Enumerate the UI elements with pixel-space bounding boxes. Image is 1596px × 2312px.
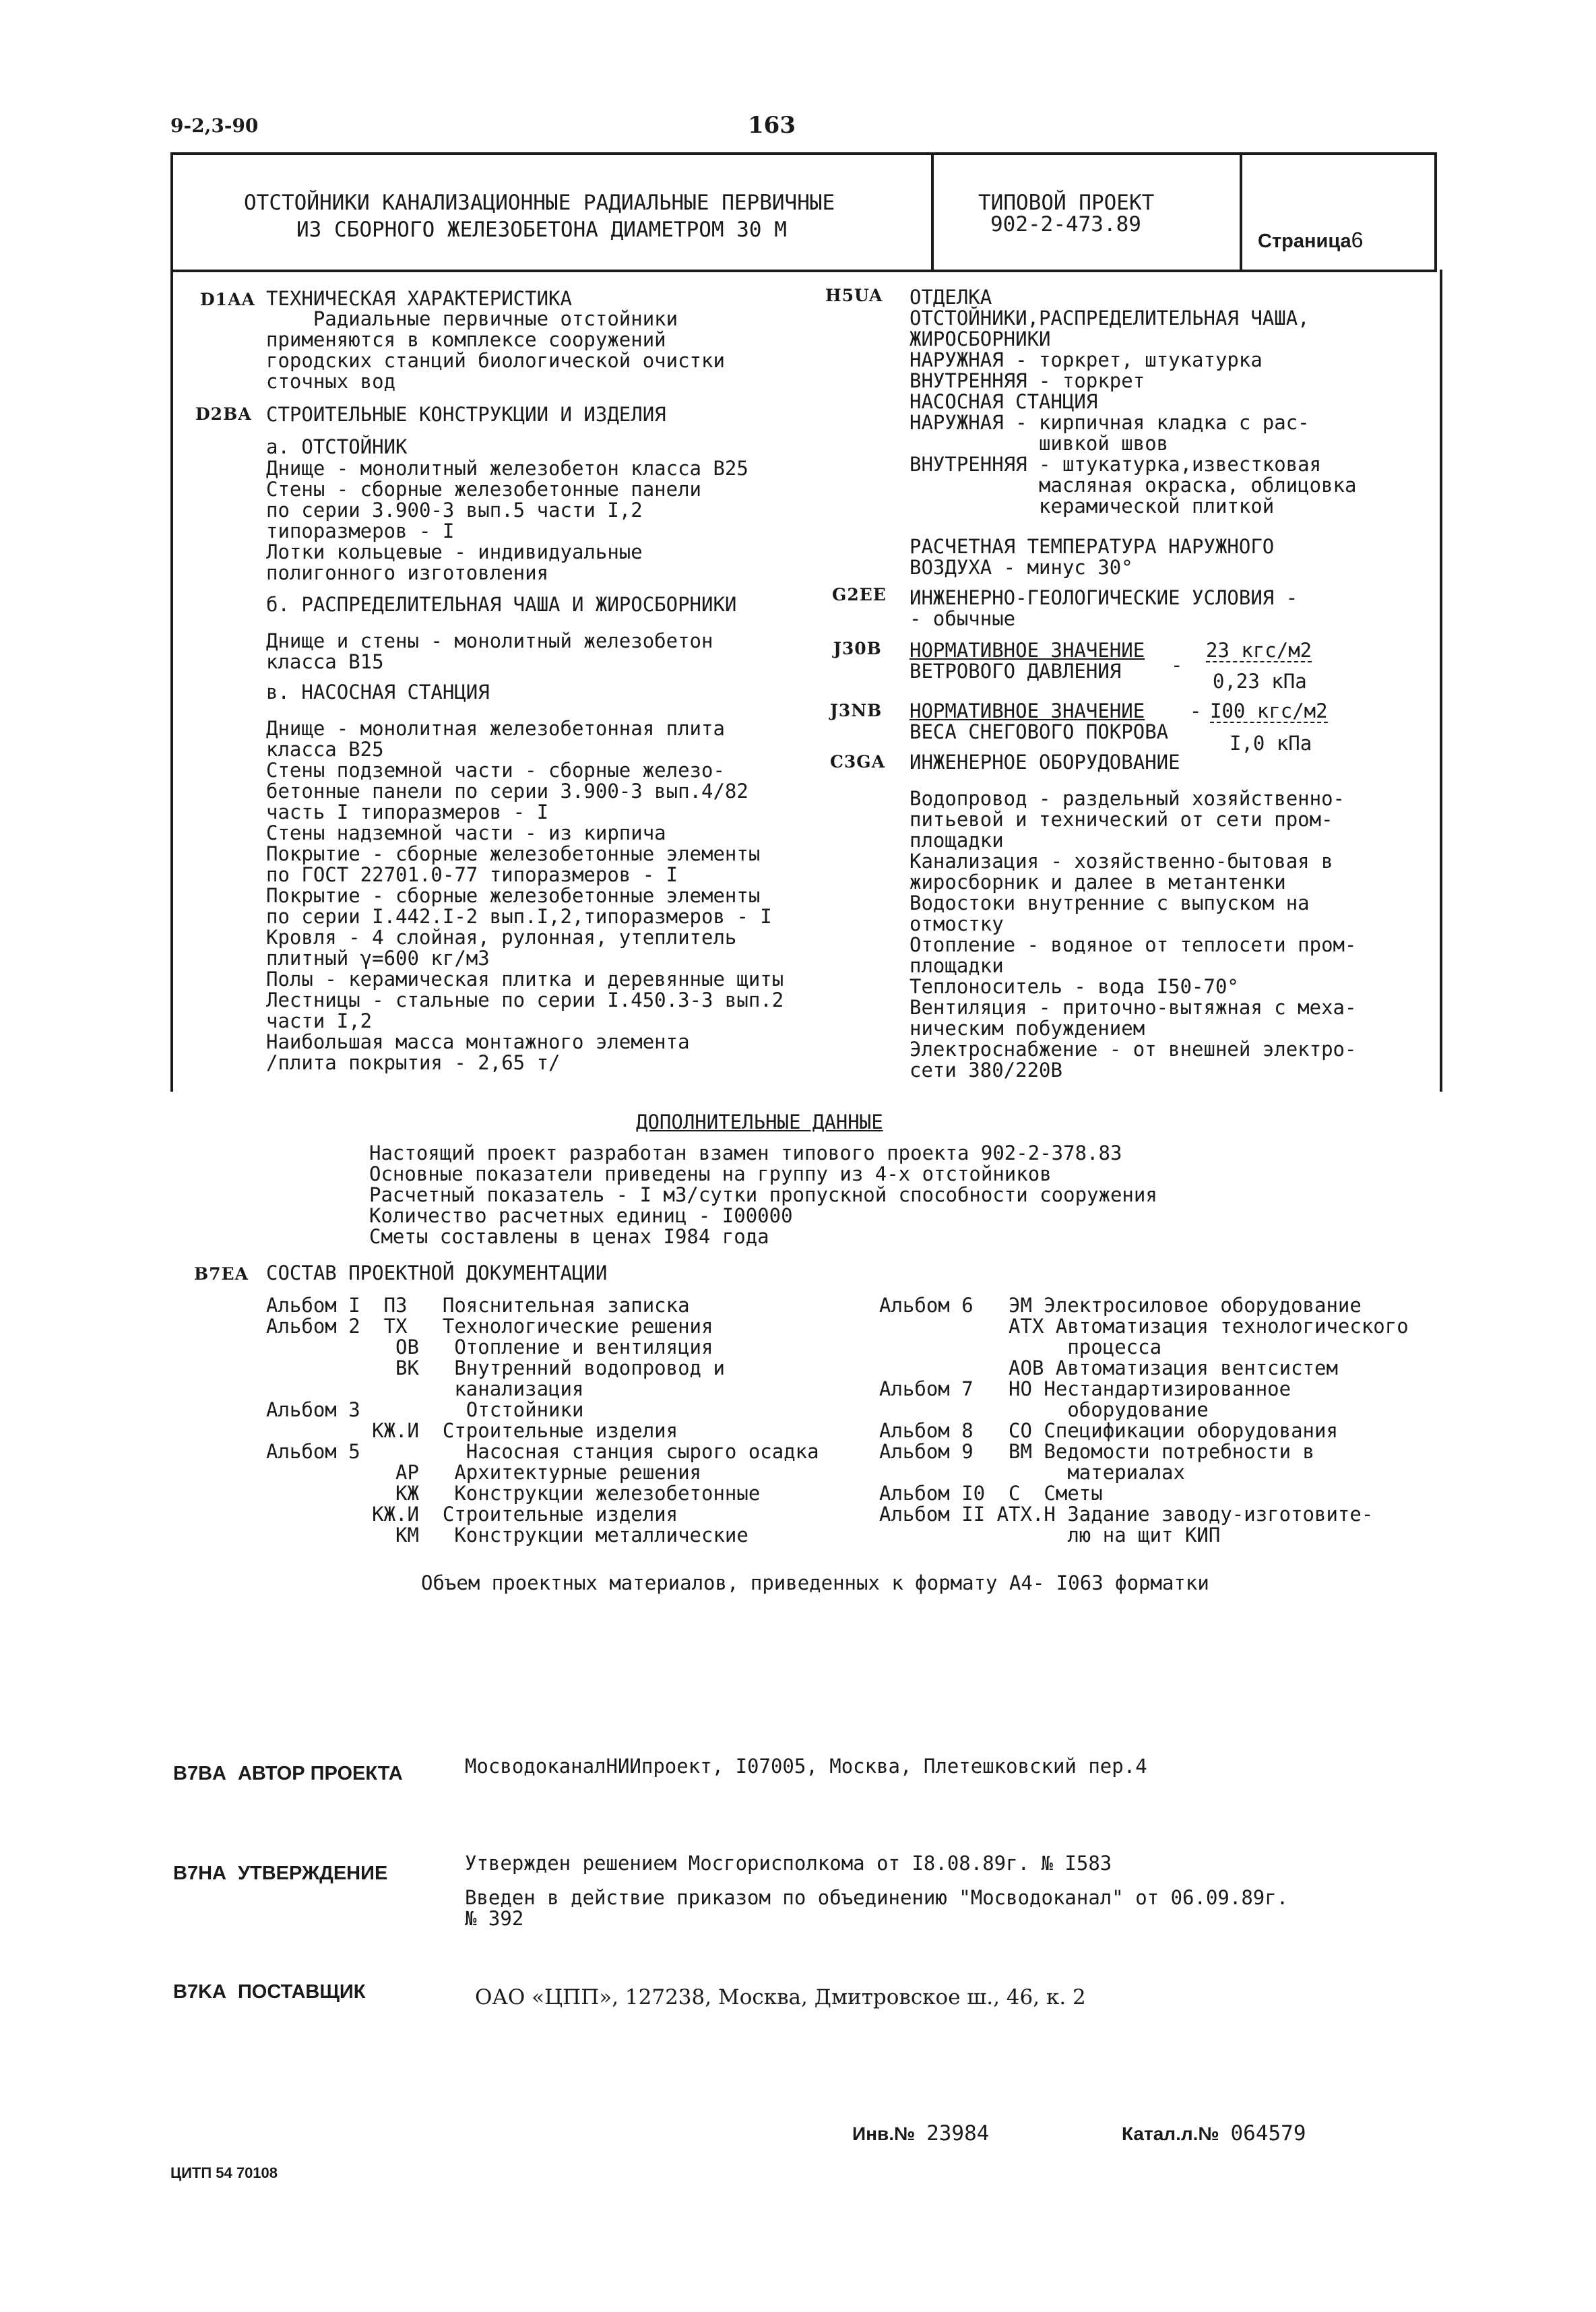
text-line: сети 380/220В [909,1059,1062,1082]
approval-text [465,1853,1288,1929]
text-line: городских станций биологической очистки [266,349,725,372]
text-line: Лотки кольцевые - индивидуальные [266,540,643,563]
tech-characteristics-text [266,309,725,392]
catalog-value: 064579 [1230,2121,1306,2146]
code-j30b: J30B [833,639,882,658]
snow-load-dash: - [1190,699,1202,722]
pump-station-text [266,718,784,1073]
sub-heading-settler: а. ОТСТОЙНИК [266,435,408,458]
text-line: Электроснабжение - от внешней электро- [909,1038,1357,1061]
text-line: - обычные [909,607,1016,630]
list-item: Альбом I0 С Сметы [879,1482,1103,1505]
text-line: сточных вод [266,370,396,393]
document-code: 9-2,3-90 [170,115,259,137]
text-line: класса В15 [266,650,384,673]
heading-composition: СОСТАВ ПРОЕКТНОЙ ДОКУМЕНТАЦИИ [266,1261,608,1284]
code-b7ka: B7KA [173,1981,226,2003]
text-line: отмостку [909,912,1004,935]
text-line: Стены надземной части - из кирпича [266,821,666,844]
list-item: КЖ.И Строительные изделия [266,1503,678,1526]
list-item: процесса [879,1336,1162,1358]
list-item: КМ Конструкции металлические [266,1524,748,1546]
list-item: Альбом 7 НО Нестандартизированное [879,1377,1291,1400]
inventory-label: Инв.№ [852,2123,916,2144]
text-line: РАСЧЕТНАЯ ТЕМПЕРАТУРА НАРУЖНОГО [909,535,1275,558]
text-line: Водопровод - раздельный хозяйственно- [909,787,1345,810]
settler-text [266,458,748,584]
heading-additional-data: ДОПОЛНИТЕЛЬНЫЕ ДАННЫЕ [636,1111,883,1133]
text-line: класса В25 [266,738,384,761]
text-line: Вентиляция - приточно-вытяжная с меха- [909,996,1357,1019]
text-line: НОРМАТИВНОЕ ЗНАЧЕНИЕ [909,699,1145,722]
text-line: Покрытие - сборные железобетонные элементы [266,884,761,907]
list-item: Альбом II АТХ.Н Задание заводу-изготовите- [879,1503,1374,1526]
text-line: Стены подземной части - сборные железо- [266,759,725,782]
list-item: Альбом 2 ТХ Технологические решения [266,1315,713,1338]
heading-structures: СТРОИТЕЛЬНЫЕ КОНСТРУКЦИИ И ИЗДЕЛИЯ [266,403,666,426]
text-line: Лестницы - стальные по серии I.450.3-3 вып.2 [266,989,784,1011]
text-line: Расчетный показатель - I м3/сутки пропускной способности сооружения [369,1183,1157,1206]
approval-row [173,1863,387,1885]
text-line: НОРМАТИВНОЕ ЗНАЧЕНИЕ [909,639,1145,662]
text-line: Водостоки внутренние с выпуском на [909,892,1310,914]
snow-load-value-bottom: I,0 кПа [1230,732,1312,755]
code-b7ea: B7EA [194,1264,249,1284]
title-line-1: ОТСТОЙНИКИ КАНАЛИЗАЦИОННЫЕ РАДИАЛЬНЫЕ ПЕРВИЧНЫЕ [244,191,835,215]
text-line: Кровля - 4 слойная, рулонная, утеплитель [266,926,737,949]
list-item: Альбом 9 ВМ Ведомости потребности в [879,1440,1315,1463]
list-item: лю на щит КИП [879,1524,1221,1546]
engineering-equipment-text [909,788,1356,1081]
sub-heading-distribution-bowl: б. РАСПРЕДЕЛИТЕЛЬНАЯ ЧАША И ЖИРОСБОРНИКИ [266,593,737,616]
list-item: ОВ Отопление и вентиляция [266,1336,713,1358]
text-line: Введен в действие приказом по объединению "Мосводоканал" от 06.09.89г. [465,1886,1289,1909]
title-line-2: ИЗ СБОРНОГО ЖЕЛЕЗОБЕТОНА ДИАМЕТРОМ 30 М [296,218,787,242]
text-line: Основные показатели приведены на группу из 4-х отстойников [369,1162,1052,1185]
text-line: ВОЗДУХА - минус 30° [909,556,1133,579]
distribution-bowl-text [266,631,713,673]
text-line: по серии 3.900-3 вып.5 части I,2 [266,499,643,522]
text-line: керамической плиткой [909,495,1275,518]
project-number: 902-2-473.89 [990,212,1141,237]
author-label: АВТОР ПРОЕКТА [237,1763,403,1784]
text-line: Наибольшая масса монтажного элемента [266,1030,690,1053]
text-line: питьевой и технический от сети пром- [909,808,1333,831]
list-item: КЖ.И Строительные изделия [266,1419,678,1442]
wind-pressure-value-top: 23 кгс/м2 [1206,639,1312,662]
text-line: ОТСТОЙНИКИ,РАСПРЕДЕЛИТЕЛЬНАЯ ЧАША, [909,307,1310,330]
heading-finishing: ОТДЕЛКА [909,286,992,309]
heading-tech-characteristics: ТЕХНИЧЕСКАЯ ХАРАКТЕРИСТИКА [266,287,572,310]
text-line: /плита покрытия - 2,65 т/ [266,1051,561,1074]
code-h5ua: H5UA [825,286,883,305]
list-item: АР Архитектурные решения [266,1461,702,1484]
wind-pressure-dash: - [1171,654,1183,677]
geology-block [909,588,1298,629]
list-item: оборудование [879,1398,1209,1421]
list-item: материалах [879,1461,1185,1484]
text-line: полигонного изготовления [266,561,549,584]
title-block [170,152,1437,272]
composition-left-list [266,1295,819,1546]
list-item: Альбом 6 ЭМ Электросиловое оборудование [879,1294,1362,1317]
text-line: Днище и стены - монолитный железобетон [266,629,713,652]
list-item: Альбом 8 СО Спецификации оборудования [879,1419,1338,1442]
code-d1aa: D1AA [200,290,255,309]
text-line: ническим побуждением [909,1017,1145,1040]
temperature-block [909,536,1274,578]
supplier-label: ПОСТАВЩИК [237,1981,366,2003]
text-line: шивкой швов [909,432,1169,455]
text-line: типоразмеров - I [266,520,455,542]
author-value: МосводоканалНИИпроект, I07005, Москва, Плетешковский пер.4 [465,1755,1147,1778]
list-item: Альбом 3 Отстойники [266,1398,584,1421]
text-line: Полы - керамическая плитка и деревянные щиты [266,968,784,991]
supplier-row [173,1981,365,2003]
list-item: КЖ Конструкции железобетонные [266,1482,761,1505]
text-line: часть I типоразмеров - I [266,801,549,823]
volume-statement: Объем проектных материалов, приведенных к формату А4- I063 форматки [421,1571,1209,1594]
page-label [1258,228,1363,253]
code-j3nb: J3NB [830,701,883,720]
supplier-value: ОАО «ЦПП», 127238, Москва, Дмитровское ш., 46, к. 2 [475,1985,1086,2009]
finishing-block [909,287,1356,517]
wind-pressure-value-bottom: 0,23 кПа [1213,670,1307,693]
list-item: ВК Внутренний водопровод и [266,1356,725,1379]
text-line: ВЕТРОВОГО ДАВЛЕНИЯ [909,660,1122,683]
text-line: масляная окраска, облицовка [909,474,1357,497]
text-line: Количество расчетных единиц - I00000 [369,1204,793,1227]
inventory-number [852,2123,989,2145]
text-line: Настоящий проект разработан взамен типового проекта 902-2-378.83 [369,1142,1122,1164]
text-line: Отопление - водяное от теплосети пром- [909,933,1357,956]
text-line: Радиальные первичные отстойники [266,307,678,330]
code-d2ba: D2BA [195,404,252,424]
text-line: бетонные панели по серии 3.900-3 вып.4/82 [266,780,748,803]
text-line: НАРУЖНАЯ - торкрет, штукатурка [909,348,1263,371]
text-line: Канализация - хозяйственно-бытовая в [909,850,1333,873]
catalog-label: Катал.л.№ [1122,2123,1219,2144]
composition-right-list [879,1295,1409,1546]
author-row [173,1763,403,1785]
code-c3ga: C3GA [830,752,886,772]
inventory-value: 23984 [926,2121,990,2146]
text-line: Утвержден решением Мосгорисполкома от I8.08.89г. № I583 [465,1852,1112,1875]
code-b7ha: B7HA [173,1863,226,1884]
heading-engineering-equipment: ИНЖЕНЕРНОЕ ОБОРУДОВАНИЕ [909,751,1180,774]
text-line: площадки [909,829,1004,852]
page-number: 163 [748,112,796,139]
list-item: Альбом 5 Насосная станция сырого осадка [266,1440,819,1463]
text-line: Стены - сборные железобетонные панели [266,478,702,501]
text-line: № 392 [465,1907,524,1930]
additional-data-text [369,1143,1157,1247]
text-line: ВНУТРЕННЯЯ - штукатурка,известковая [909,453,1322,476]
wind-pressure-block [909,640,1145,682]
sub-heading-pump-station: в. НАСОСНАЯ СТАНЦИЯ [266,681,490,704]
text-line: по серии I.442.I-2 вып.I,2,типоразмеров - I [266,905,772,928]
text-line: НАРУЖНАЯ - кирпичная кладка с рас- [909,411,1310,434]
code-b7ba: B7BA [173,1763,226,1784]
text-line: Сметы составлены в ценах I984 года [369,1225,769,1248]
list-item: АОВ Автоматизация вентсистем [879,1356,1338,1379]
snow-load-block [909,701,1168,743]
text-line: жиросборник и далее в метантенки [909,871,1286,894]
publisher-stamp: ЦИТП 54 70108 [170,2164,278,2181]
text-line: плитный γ=600 кг/м3 [266,947,490,970]
project-label: ТИПОВОЙ ПРОЕКТ [978,191,1155,215]
text-line: Покрытие - сборные железобетонные элементы [266,842,761,865]
text-line: Теплоноситель - вода I50-70° [909,975,1239,998]
text-line: ВЕСА СНЕГОВОГО ПОКРОВА [909,720,1169,743]
text-line: площадки [909,954,1004,977]
text-line: части I,2 [266,1009,373,1032]
text-line: Днище - монолитный железобетон класса В25 [266,457,748,480]
list-item: Альбом I ПЗ Пояснительная записка [266,1294,690,1317]
text-line: Днище - монолитная железобетонная плита [266,717,725,740]
text-line: ИНЖЕНЕРНО-ГЕОЛОГИЧЕСКИЕ УСЛОВИЯ - [909,586,1298,609]
text-line: ВНУТРЕННЯЯ - торкрет [909,369,1145,392]
approval-label: УТВЕРЖДЕНИЕ [237,1863,388,1884]
text-line: НАСОСНАЯ СТАНЦИЯ [909,390,1098,413]
list-item: АТХ Автоматизация технологического [879,1315,1409,1338]
list-item: канализация [266,1377,584,1400]
page-label-text: Страница [1258,230,1351,252]
page-label-value: 6 [1351,228,1364,252]
text-line: ЖИРОСБОРНИКИ [909,327,1051,350]
code-g2ee: G2EE [832,585,887,604]
text-line: применяются в комплексе сооружений [266,328,666,351]
catalog-number [1122,2123,1306,2145]
snow-load-value-top: I00 кгс/м2 [1210,699,1328,722]
text-line: по ГОСТ 22701.0-77 типоразмеров - I [266,863,678,886]
